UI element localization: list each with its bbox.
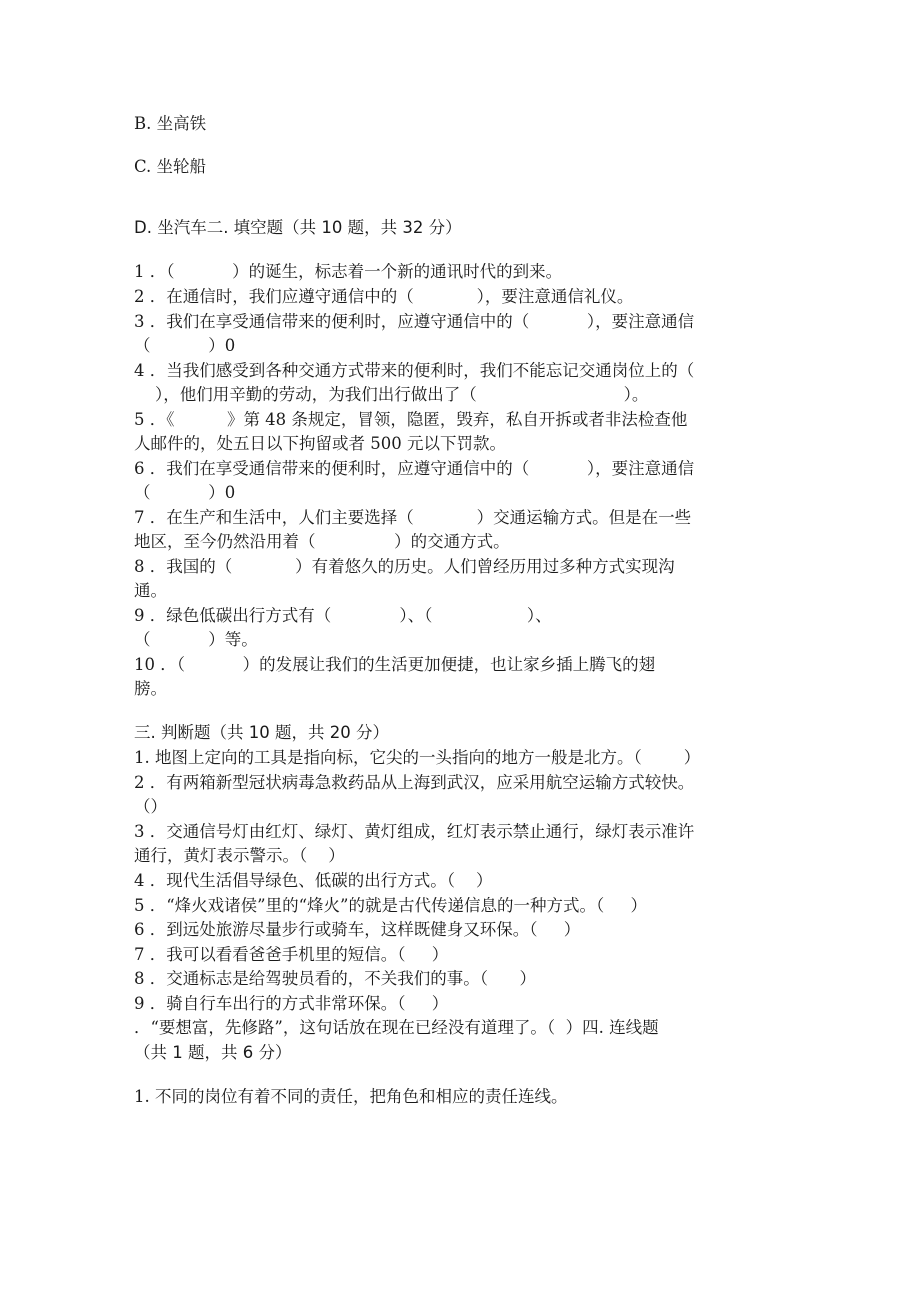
fill-q10-line1: 10 ．（ ）的发展让我们的生活更加便捷，也让家乡插上腾飞的翅 <box>134 655 656 674</box>
fill-q4-line1: 4 ．当我们感受到各种交通方式带来的便利时，我们不能忘记交通岗位上的（ <box>134 361 695 380</box>
fill-q3-line1: 3 ．我们在享受通信带来的便利时，应遵守通信中的（ ），要注意通信 <box>134 312 695 331</box>
fill-q6-line2: （ ）0 <box>134 483 236 502</box>
fill-q9-line1: 9 ．绿色低碳出行方式有（ ）、（ ）、 <box>134 606 552 625</box>
tf-q2-line1: 2 ．有两箱新型冠状病毒急救药品从上海到武汉，应采用航空运输方式较快。 <box>134 773 695 792</box>
fill-q7-line2: 地区，至今仍然沿用着（ ）的交通方式。 <box>134 532 510 551</box>
tf-q3-line2: 通行，黄灯表示警示。（ ） <box>134 846 345 865</box>
tf-q4: 4 ．现代生活倡导绿色、低碳的出行方式。（ ） <box>134 871 493 890</box>
option-d-and-section-2-heading: D. 坐汽车二. 填空题（共 10 题，共 32 分） <box>134 218 462 237</box>
fill-q10-line2: 膀。 <box>134 679 167 698</box>
fill-q4-line2: ），他们用辛勤的劳动，为我们出行做出了（ ）。 <box>134 385 649 404</box>
tf-q5: 5 ．“烽火戏诸侯”里的“烽火”的就是古代传递信息的一种方式。（ ） <box>134 896 647 915</box>
fill-q6-line1: 6 ．我们在享受通信带来的便利时，应遵守通信中的（ ），要注意通信 <box>134 459 695 478</box>
fill-q3-line2: （ ）0 <box>134 336 236 355</box>
section-4-heading-tail: （共 1 题，共 6 分） <box>134 1043 292 1062</box>
fill-q5-line2: 人邮件的，处五日以下拘留或者 500 元以下罚款。 <box>134 434 506 453</box>
fill-q8-line1: 8 ．我国的（ ）有着悠久的历史。人们曾经历用过多种方式实现沟 <box>134 557 675 576</box>
tf-q6: 6 ．到远处旅游尽量步行或骑车，这样既健身又环保。（ ） <box>134 920 581 939</box>
tf-q3-line1: 3 ．交通信号灯由红灯、绿灯、黄灯组成，红灯表示禁止通行，绿灯表示准许 <box>134 822 695 841</box>
tf-q2-line2: （） <box>134 797 167 816</box>
fill-q9-line2: （ ）等。 <box>134 630 258 649</box>
section-3-heading: 三. 判断题（共 10 题，共 20 分） <box>134 723 389 742</box>
fill-q8-line2: 通。 <box>134 581 167 600</box>
tf-q1: 1. 地图上定向的工具是指向标，它尖的一头指向的地方一般是北方。（ ） <box>134 748 701 767</box>
fill-q2: 2 ．在通信时，我们应遵守通信中的（ ），要注意通信礼仪。 <box>134 287 634 306</box>
option-c: C. 坐轮船 <box>134 157 207 176</box>
option-b: B. 坐高铁 <box>134 114 207 133</box>
tf-q10-and-section-4-heading: ．“要想富，先修路”，这句话放在现在已经没有道理了。（ ）四. 连线题 <box>134 1018 659 1037</box>
fill-q5-line1: 5 ．《 》第 48 条规定，冒领，隐匿，毁弃，私自开拆或者非法检查他 <box>134 410 688 429</box>
tf-q7: 7 ．我可以看看爸爸手机里的短信。（ ） <box>134 945 449 964</box>
fill-q1: 1 ．（ ）的诞生，标志着一个新的通讯时代的到来。 <box>134 262 563 281</box>
tf-q9: 9 ．骑自行车出行的方式非常环保。（ ） <box>134 994 449 1013</box>
fill-q7-line1: 7 ．在生产和生活中，人们主要选择（ ）交通运输方式。但是在一些 <box>134 508 692 527</box>
matching-q1: 1. 不同的岗位有着不同的责任，把角色和相应的责任连线。 <box>134 1087 568 1106</box>
tf-q8: 8 ．交通标志是给驾驶员看的，不关我们的事。（ ） <box>134 969 536 988</box>
